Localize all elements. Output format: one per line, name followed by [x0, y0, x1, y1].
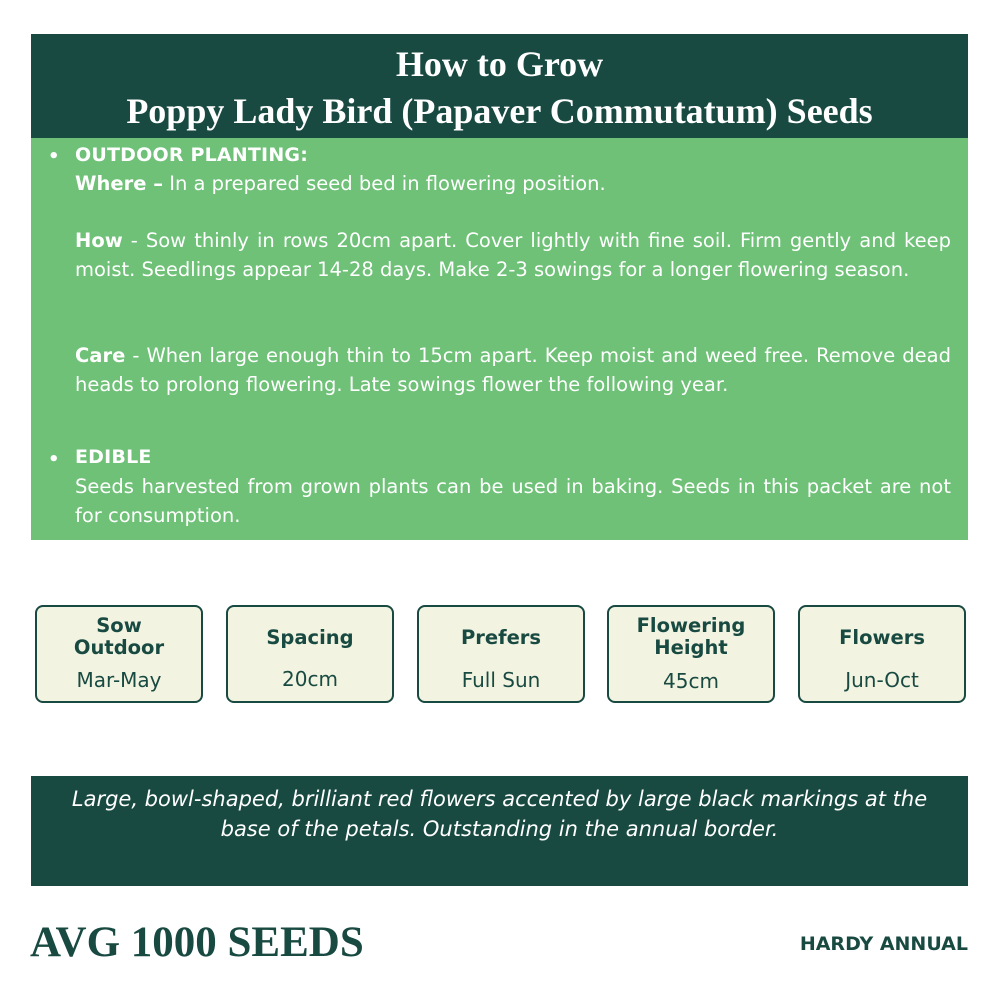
info-card-value: 20cm: [282, 667, 338, 691]
how-paragraph: [75, 226, 951, 284]
info-card-prefers: [417, 605, 585, 703]
how-label: How: [75, 229, 123, 252]
edible-heading: EDIBLE: [75, 446, 152, 468]
product-name: Poppy Lady Bird (Papaver Commutatum) Seeds: [126, 91, 873, 131]
title-band: [31, 34, 968, 138]
info-card-sow-outdoor: [35, 605, 203, 703]
info-card-value: Mar-May: [76, 668, 162, 692]
info-card-value: Jun-Oct: [845, 668, 919, 692]
plant-description: Large, bowl-shaped, brilliant red flowers accented by large black markings at the base of the petals. Outstanding in the annual border.: [71, 787, 928, 841]
edible-paragraph: Seeds harvested from grown plants can be used in baking. Seeds in this packet are not for consumption.: [75, 475, 951, 527]
info-card-label: Sow: [96, 614, 142, 637]
where-text: In a prepared seed bed in flowering position.: [163, 172, 606, 195]
where-label: Where –: [75, 172, 163, 195]
info-card-spacing: [226, 605, 394, 703]
care-label: Care: [75, 344, 126, 367]
info-card-value: Full Sun: [461, 668, 541, 692]
outdoor-planting-heading: OUTDOOR PLANTING:: [75, 144, 309, 166]
growing-instructions-panel: [31, 138, 968, 540]
info-card-label: Prefers: [460, 626, 542, 649]
info-card-value: 45cm: [663, 669, 719, 693]
info-card-label: Spacing: [266, 626, 354, 649]
how-text: - Sow thinly in rows 20cm apart. Cover lightly with fine soil. Firm gently and keep moist. Seedlings appear 14-28 days. Make 2-3 sowings for a longer flowering season.: [75, 229, 951, 281]
description-band: [31, 776, 968, 886]
title-heading: How to Grow: [395, 44, 604, 84]
plant-type-label: HARDY ANNUAL: [799, 933, 968, 955]
where-paragraph: [75, 169, 951, 198]
care-paragraph: [75, 341, 951, 399]
info-card-label: Height: [654, 636, 728, 659]
info-card-flowering-height: [607, 605, 775, 703]
seed-count: AVG 1000 SEEDS: [30, 919, 364, 966]
info-card-label: Flowers: [839, 626, 925, 649]
care-text: - When large enough thin to 15cm apart. Keep moist and weed free. Remove dead heads to prolong flowering. Late sowings flower the following year.: [75, 344, 951, 396]
info-card-label: Flowering: [636, 614, 746, 637]
bullet-icon: •: [48, 449, 60, 470]
bullet-icon: •: [48, 146, 60, 167]
info-card-label: Outdoor: [73, 636, 165, 659]
info-card-flowers: [798, 605, 966, 703]
